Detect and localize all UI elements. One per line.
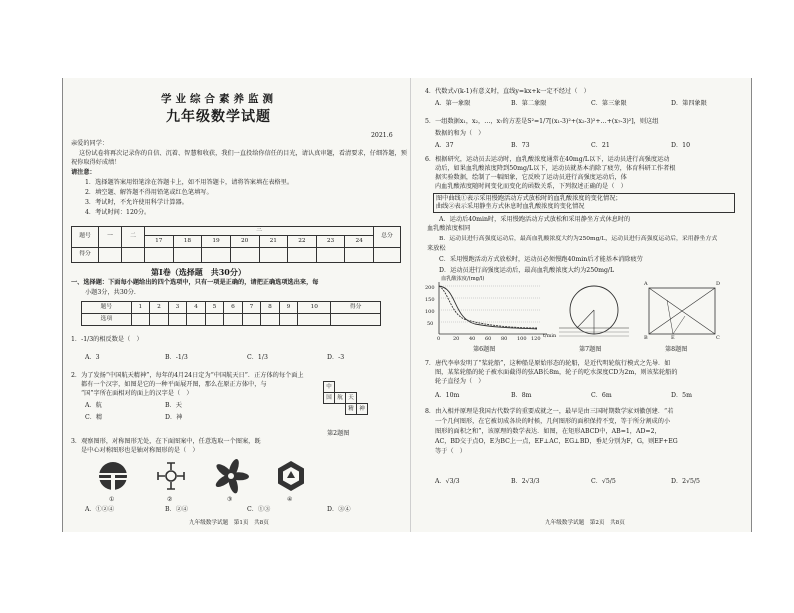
q7-option-a: A．10m bbox=[435, 392, 460, 399]
question-8-line-5: 等于（ ） bbox=[435, 448, 466, 455]
q8-option-c: C．√5/5 bbox=[591, 478, 616, 485]
fig7-wheel bbox=[559, 282, 629, 346]
fig8-label-a: A bbox=[644, 281, 648, 287]
header-title: 学业综合素养监测 bbox=[161, 93, 277, 105]
section1-instruction-1: 一、选择题：下面每小题给出的四个选项中，只有一项是正确的，请把正确选项选出来，每 bbox=[71, 279, 319, 286]
net-cell: 国 bbox=[323, 392, 335, 404]
q6-option-b: B．运动员进行高强度运动后，最高血乳酸浓度大约为250mg/L，运动员进行高强度运动后，采用静坐方式 bbox=[439, 236, 718, 242]
fig6-ytick: 100 bbox=[425, 309, 435, 315]
fig8-label-c: C bbox=[716, 335, 720, 341]
curve-2 bbox=[439, 286, 537, 328]
question-2-line-2: 都有一个汉字，如图是它的一种平面展开图，那么在原正方体中，与 bbox=[81, 381, 267, 388]
answer-cell[interactable] bbox=[131, 314, 150, 326]
main-title: 九年级数学试题 bbox=[166, 109, 271, 125]
q8-option-a: A．√3/3 bbox=[435, 478, 460, 485]
cube-net-figure bbox=[323, 381, 383, 425]
question-4: 4．代数式√(k-1)有意义时，直线y=kx+k一定不经过（ ） bbox=[425, 88, 590, 95]
score-table-header-1: 一 bbox=[99, 227, 122, 248]
q6-option-b-cont: 来放松 bbox=[427, 245, 446, 252]
score-cell[interactable] bbox=[173, 248, 202, 263]
answer-cell[interactable] bbox=[205, 314, 224, 326]
score-cell[interactable] bbox=[99, 248, 122, 263]
fig8-caption: 第8题图 bbox=[665, 346, 688, 353]
answer-table-header: 得分 bbox=[331, 302, 381, 314]
fig6-xtick: 0 bbox=[437, 336, 441, 342]
score-table-num: 21 bbox=[259, 236, 288, 248]
q2-option-c: C．精 bbox=[85, 414, 103, 421]
score-table-num: 17 bbox=[145, 236, 174, 248]
q5-option-c: C．21 bbox=[591, 142, 610, 149]
question-6-line-2: 动后，如果血乳酸浓度降到50mg/L以下，运动员就基本消除了疲劳，体育科研工作者根 bbox=[435, 165, 676, 172]
fig6-x-unit: t/min bbox=[543, 333, 557, 339]
q1-option-b: B．-1/3 bbox=[165, 354, 188, 361]
pattern-4-icon bbox=[278, 461, 304, 491]
q2-option-d: D．神 bbox=[165, 414, 183, 421]
answer-table-header: 7 bbox=[242, 302, 261, 314]
fig6-xtick: 40 bbox=[469, 336, 476, 342]
fig6-ytick: 150 bbox=[425, 297, 435, 303]
answer-table-row-label: 选项 bbox=[82, 314, 132, 326]
fig8-label-e: E bbox=[671, 335, 675, 341]
question-1: 1．-1/3的相反数是（ ） bbox=[71, 336, 143, 343]
question-8-line-2: 一个几何图形，在它被切成各块的时候，几何图形的面积保持不变，等于所分割成的小 bbox=[435, 418, 671, 425]
page-2 bbox=[425, 78, 741, 532]
score-table-header-qnum: 题号 bbox=[72, 227, 99, 248]
fig8-rectangle bbox=[643, 284, 721, 344]
question-7-line-1: 7．唐代李皋发明了“桨轮船”，这种船是原始形态的轮船，是近代明轮航行模式之先导．如 bbox=[425, 360, 671, 367]
score-table-header-2: 二 bbox=[122, 227, 145, 248]
fig6-xtick: 100 bbox=[517, 336, 527, 342]
q1-option-c: C．1/3 bbox=[247, 354, 268, 361]
fig6-xtick: 20 bbox=[453, 336, 460, 342]
answer-table-header: 9 bbox=[279, 302, 298, 314]
q6-option-a-cont: 血乳酸浓度相同 bbox=[427, 225, 471, 232]
net-cell: 精 bbox=[345, 403, 357, 415]
score-cell[interactable] bbox=[122, 248, 145, 263]
q1-option-a: A．3 bbox=[85, 354, 100, 361]
q6-box-line-2: 曲线②表示采用静坐方式休息时血乳酸浓度的变化情况 bbox=[436, 203, 585, 210]
answer-cell[interactable] bbox=[298, 314, 331, 326]
section1-title: 第Ⅰ卷（选择题 共30分） bbox=[151, 267, 246, 277]
score-table bbox=[71, 226, 401, 263]
exam-date: 2021.6 bbox=[371, 132, 393, 139]
net-cell: 天 bbox=[345, 392, 357, 404]
fig6-ytick: 50 bbox=[427, 321, 434, 327]
score-table-num: 24 bbox=[345, 236, 374, 248]
q5-option-b: B．73 bbox=[511, 142, 530, 149]
pattern-1-icon bbox=[98, 462, 128, 490]
question-7-line-3: 轮子直径为（ ） bbox=[435, 378, 485, 385]
pattern-label-3: ③ bbox=[227, 496, 233, 503]
note-2: 2．填空题、解答题不得用铅笔或红色笔填写。 bbox=[85, 189, 213, 196]
q1-option-d: D．-3 bbox=[327, 354, 345, 361]
question-5: 5．一组数据x₁，x₂，…，x₇的方差是S²=1/7[(x₁-3)²+(x₂-3)²+…+(x₇-3)²]，则这组 bbox=[425, 118, 659, 125]
score-table-header-3: 三 bbox=[145, 227, 374, 236]
page-2-footer: 九年级数学试题 第2页 共8页 bbox=[545, 520, 625, 526]
score-cell[interactable] bbox=[288, 248, 317, 263]
score-table-num: 19 bbox=[202, 236, 231, 248]
intro-line-1: 这份试卷将再次记录你的自信、沉着、智慧和收获，我们一直投给你信任的目光，请认真审题，看清要求，仔细答题，预 bbox=[79, 150, 407, 157]
q7-option-d: D．5m bbox=[671, 392, 692, 399]
score-cell[interactable] bbox=[202, 248, 231, 263]
score-table-row-label: 得分 bbox=[72, 248, 99, 263]
fig6-xtick: 120 bbox=[531, 336, 541, 342]
q3-option-a: A．①②④ bbox=[85, 506, 115, 513]
pattern-label-4: ④ bbox=[287, 496, 293, 503]
answer-table-header: 6 bbox=[224, 302, 243, 314]
answer-cell[interactable] bbox=[279, 314, 298, 326]
answer-cell[interactable] bbox=[261, 314, 280, 326]
question-2-line-3: “国”字所在面相对的面上的汉字是（ ） bbox=[81, 390, 193, 397]
q6-info-box bbox=[433, 193, 735, 213]
q8-option-b: B．2√3/3 bbox=[511, 478, 540, 485]
greeting: 亲爱的同学： bbox=[71, 140, 109, 147]
q4-option-a: A．第一象限 bbox=[435, 100, 471, 107]
q3-patterns bbox=[91, 458, 331, 502]
fig6-caption: 第6题图 bbox=[473, 346, 496, 353]
exam-sheet bbox=[62, 78, 752, 532]
net-cell: 航 bbox=[334, 392, 346, 404]
answer-cell[interactable] bbox=[187, 314, 206, 326]
question-2-line-1: 2．为了发扬“中国航天精神”，每年的4月24日定为“中国航天日”．正方体的每个面上 bbox=[71, 372, 304, 379]
pattern-label-2: ② bbox=[167, 496, 173, 503]
note-3: 3．考试时，不允许使用科学计算器。 bbox=[85, 199, 188, 206]
question-6-line-1: 6．根据研究，运动员去运动时，血乳酸浓度通常在40mg/L以下，运动员进行高强度运动 bbox=[425, 156, 670, 163]
q6-option-c: C．采用慢跑活动方式放松时，运动员必须慢跑40min后才能基本消除疲劳 bbox=[439, 256, 643, 263]
q5-option-d: D．10 bbox=[671, 142, 691, 149]
q6-option-d: D．运动员进行高强度运动后，最高血乳酸浓度大约为250mg/L bbox=[439, 267, 615, 274]
fig8-label-d: D bbox=[716, 281, 721, 287]
pattern-label-1: ① bbox=[109, 496, 115, 503]
intro-line-2: 祝你取得好成绩！ bbox=[71, 159, 121, 166]
question-6-line-4: 内血乳酸浓度随时间变化而变化的函数关系，下列叙述正确的是（ ） bbox=[435, 183, 627, 190]
answer-table bbox=[81, 301, 381, 326]
score-cell[interactable] bbox=[230, 248, 259, 263]
question-8-line-3: 图形的面积之和”，该原理的数学表达．如图，在矩形ABCD中，AB=1，AD=2， bbox=[435, 428, 661, 435]
curve-1 bbox=[439, 286, 537, 329]
q6-option-a: A．运动后40min时，采用慢跑活动方式放松和采用静坐方式休息时的 bbox=[439, 216, 631, 223]
score-cell[interactable] bbox=[145, 248, 174, 263]
q5-option-a: A．37 bbox=[435, 142, 454, 149]
question-6-line-3: 据实验数据，绘制了一幅图象，它反映了运动员进行高强度运动后，体 bbox=[435, 174, 627, 181]
answer-table-header: 5 bbox=[205, 302, 224, 314]
score-table-num: 20 bbox=[230, 236, 259, 248]
q2-option-a: A．航 bbox=[85, 402, 102, 409]
question-8-line-4: AC，BD交于点O，E为BC上一点，EF⊥AC，EG⊥BD，垂足分别为F，G，则EF+EG bbox=[435, 438, 678, 445]
net-cell: 神 bbox=[356, 403, 368, 415]
score-cell[interactable] bbox=[316, 248, 345, 263]
q6-box-line-1: 图中曲线①表示采用慢跑活动方式放松时的血乳酸浓度的变化情况； bbox=[436, 195, 622, 202]
q7-option-b: B．8m bbox=[511, 392, 532, 399]
score-cell[interactable] bbox=[374, 248, 401, 263]
page-1-footer: 九年级数学试题 第1页 共8页 bbox=[189, 520, 269, 526]
score-cell[interactable] bbox=[259, 248, 288, 263]
question-3-line-2: 是中心对称图形也是轴对称图形的是（ ） bbox=[81, 447, 199, 454]
q3-option-b: B．②④ bbox=[165, 506, 189, 513]
notes-title: 请注意： bbox=[71, 169, 96, 176]
fig6-ytick: 200 bbox=[425, 285, 435, 291]
net-cell: 中 bbox=[323, 381, 335, 393]
question-5-cont: 数据的和为（ ） bbox=[435, 130, 485, 137]
q7-option-c: C．6m bbox=[591, 392, 612, 399]
score-table-num: 22 bbox=[288, 236, 317, 248]
fig8-label-b: B bbox=[644, 335, 648, 341]
answer-table-header: 3 bbox=[168, 302, 187, 314]
question-3-line-1: 3．观察图形，对称图形无处，在下面图案中，任意选取一个图案，既 bbox=[71, 438, 261, 445]
score-table-num: 18 bbox=[173, 236, 202, 248]
answer-cell[interactable] bbox=[224, 314, 243, 326]
answer-table-header: 8 bbox=[261, 302, 280, 314]
answer-table-header: 1 bbox=[131, 302, 150, 314]
question-7-line-2: 图，某桨轮船的轮子被水面截得的弦AB长8m，轮子的吃水深度CD为2m，则该桨轮船的 bbox=[435, 369, 678, 376]
q8-option-d: D．2√5/5 bbox=[671, 478, 700, 485]
section1-instruction-2: 小题3分，共30分. bbox=[85, 289, 136, 296]
q4-option-d: D．第四象限 bbox=[671, 100, 707, 107]
answer-table-header: 4 bbox=[187, 302, 206, 314]
q3-option-d: D．③④ bbox=[327, 506, 351, 513]
answer-cell[interactable] bbox=[168, 314, 187, 326]
answer-cell[interactable] bbox=[242, 314, 261, 326]
score-table-header-total: 总分 bbox=[374, 227, 401, 248]
answer-cell[interactable] bbox=[331, 314, 381, 326]
q2-figure-caption: 第2题图 bbox=[327, 430, 350, 437]
note-4: 4．考试时间：120分。 bbox=[85, 209, 151, 216]
fig6-xtick: 80 bbox=[501, 336, 508, 342]
note-1: 1．选择题答案用铅笔涂在答题卡上，如不用答题卡，请将答案填在表格里。 bbox=[85, 179, 294, 186]
q4-option-b: B．第二象限 bbox=[511, 100, 547, 107]
q4-option-c: C．第三象限 bbox=[591, 100, 627, 107]
q3-option-c: C．①③ bbox=[247, 506, 271, 513]
pattern-2-icon bbox=[158, 463, 184, 489]
fig6-xtick: 60 bbox=[485, 336, 492, 342]
answer-table-header: 题号 bbox=[82, 302, 132, 314]
score-cell[interactable] bbox=[345, 248, 374, 263]
page-fold bbox=[410, 78, 411, 532]
question-8-line-1: 8．由入相并原理是我国古代数学的重要成就之一，最早是由三国时期数学家刘徽创建．“若 bbox=[425, 408, 674, 415]
page-1 bbox=[71, 78, 407, 532]
pattern-3-icon bbox=[214, 458, 249, 494]
score-table-num: 23 bbox=[316, 236, 345, 248]
q2-option-b: B．天 bbox=[165, 402, 182, 409]
fig6-y-title: 血乳酸浓度/(mg/l) bbox=[441, 276, 485, 282]
fig7-caption: 第7题图 bbox=[579, 346, 602, 353]
answer-cell[interactable] bbox=[150, 314, 169, 326]
answer-table-header: 2 bbox=[150, 302, 169, 314]
answer-table-header: 10 bbox=[298, 302, 331, 314]
